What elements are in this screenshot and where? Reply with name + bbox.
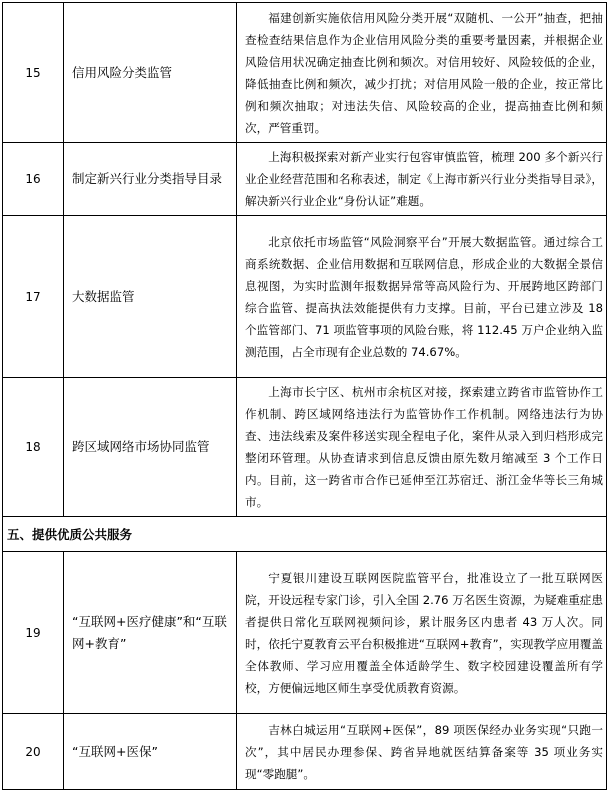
case-description: 宁夏银川建设互联网医院监管平台，批准设立了一批互联网医院，开设远程专家门诊，引入全国 2.76 万名医生资源，为疑难重症患者提供日常化互联网视频问诊，累计服务区内患者 43 万人次。同时，依托宁夏教育云平台积极推进“互联网+教育”，实现教学应用覆盖全体教师、学习应用覆盖全体适龄学生、数字校园建设覆盖所有学校，方便偏远地区师生享受优质教育资源。 [237, 552, 607, 714]
case-description: 吉林白城运用“互联网+医保”，89 项医保经办业务实现“只跑一次”，其中居民办理参保、跨省异地就医结算备案等 35 项业务实现“零跑腿”。 [237, 714, 607, 790]
case-name: “互联网+医疗健康”和“互联网+教育” [64, 552, 237, 714]
section-header-row [3, 517, 607, 552]
case-name: 大数据监管 [64, 216, 237, 378]
row-number: 20 [3, 714, 64, 790]
row-number: 16 [3, 143, 64, 216]
table-row [3, 714, 607, 790]
table-row [3, 3, 607, 143]
table-row [3, 552, 607, 714]
row-number: 19 [3, 552, 64, 714]
table-row [3, 378, 607, 517]
row-number: 15 [3, 3, 64, 143]
table-row [3, 143, 607, 216]
case-description: 上海积极探索对新产业实行包容审慎监管，梳理 200 多个新兴行业企业经营范围和名称表述，制定《上海市新兴行业分类指导目录》，解决新兴行业企业“身份认证”难题。 [237, 143, 607, 216]
section-title: 五、提供优质公共服务 [3, 517, 607, 552]
case-name: 跨区域网络市场协同监管 [64, 378, 237, 517]
case-name: 信用风险分类监管 [64, 3, 237, 143]
case-name: “互联网+医保” [64, 714, 237, 790]
case-description: 上海市长宁区、杭州市余杭区对接，探索建立跨省市监管协作工作机制、跨区域网络违法行为监管协作工作机制。网络违法行为协查、违法线索及案件移送实现全程电子化，案件从录入到归档形成完整闭环管理。从协查请求到信息反馈由原先数月缩减至 3 个工作日内。目前，这一跨省市合作已延伸至江苏宿迁、浙江金华等长三角城市。 [237, 378, 607, 517]
row-number: 18 [3, 378, 64, 517]
row-number: 17 [3, 216, 64, 378]
case-name: 制定新兴行业分类指导目录 [64, 143, 237, 216]
case-description: 福建创新实施依信用风险分类开展“双随机、一公开”抽查，把抽查检查结果信息作为企业信用风险分类的重要考量因素，并根据企业风险信用状况确定抽查比例和频次。对信用较好、风险较低的企业，降低抽查比例和频次，减少打扰；对信用风险一般的企业，按正常比例和频次抽取；对违法失信、风险较高的企业，提高抽查比例和频次，严管重罚。 [237, 3, 607, 143]
reform-cases-table [2, 2, 607, 790]
case-description: 北京依托市场监管“风险洞察平台”开展大数据监管。通过综合工商系统数据、企业信用数据和互联网信息，形成企业的大数据全景信息视图，为实时监测年报数据异常等高风险行为、开展跨地区跨部门综合监管、提高执法效能提供有力支撑。目前，平台已建立涉及 18 个监管部门、71 项监管事项的风险台账，将 112.45 万户企业纳入监测范围，占全市现有企业总数的 74.67%。 [237, 216, 607, 378]
table-row [3, 216, 607, 378]
